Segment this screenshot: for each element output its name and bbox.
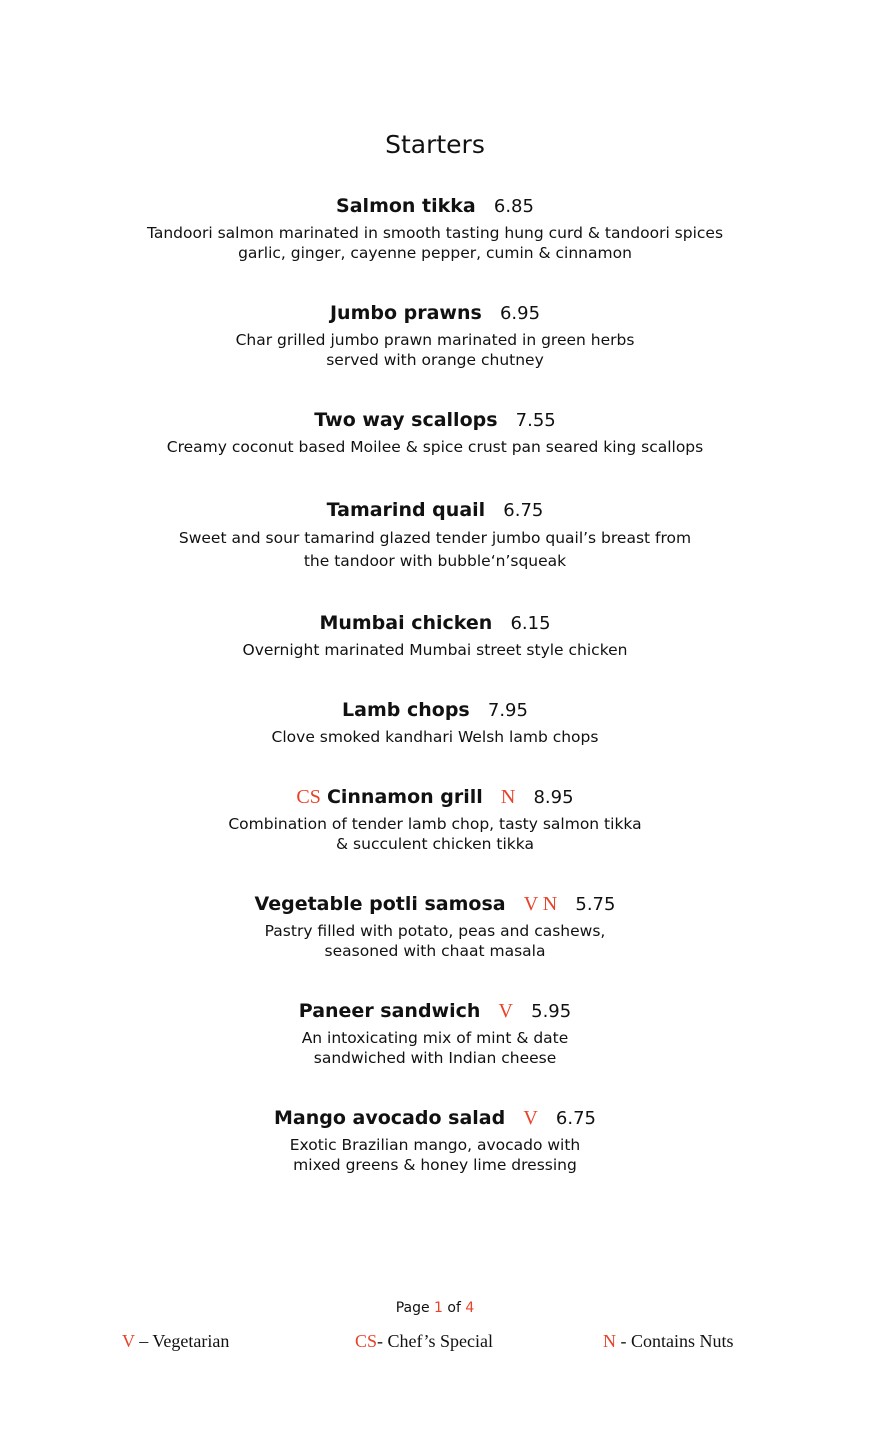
item-price: 7.95 (487, 700, 528, 721)
item-description-line: Overnight marinated Mumbai street style chicken (242, 641, 628, 659)
item-name: Jumbo prawns (329, 302, 482, 324)
legend-label: - Chef’s Special (377, 1331, 493, 1351)
menu-item-two-way-scallops (0, 408, 870, 457)
legend-code: CS (355, 1331, 378, 1351)
item-description-line: garlic, ginger, cayenne pepper, cumin & cinnamon (238, 244, 632, 262)
item-description-line: Exotic Brazilian mango, avocado with (289, 1136, 581, 1154)
item-description-line: & succulent chicken tikka (336, 835, 534, 853)
page-of: of (447, 1300, 461, 1316)
legend-label: – Vegetarian (139, 1331, 230, 1351)
item-name: Lamb chops (342, 699, 470, 721)
menu-item-lamb-chops (0, 698, 870, 747)
item-description-line: Tandoori salmon marinated in smooth tasting hung curd & tandoori spices (146, 224, 724, 242)
item-description-line: Clove smoked kandhari Welsh lamb chops (271, 728, 599, 746)
item-name: Vegetable potli samosa (254, 893, 506, 915)
item-price: 6.75 (503, 500, 544, 521)
item-name: Mumbai chicken (319, 612, 493, 634)
item-description-line: Char grilled jumbo prawn marinated in green herbs (235, 331, 635, 349)
item-name: Salmon tikka (336, 195, 476, 217)
item-description-line: Sweet and sour tamarind glazed tender jumbo quail’s breast from (178, 529, 692, 547)
item-description-line: sandwiched with Indian cheese (313, 1049, 557, 1067)
page-word: Page (395, 1300, 430, 1316)
menu-item-paneer-sandwich (0, 999, 870, 1068)
item-diet-tags: N (500, 786, 516, 808)
item-price: 6.15 (510, 613, 551, 634)
item-diet-tags: V (498, 1000, 513, 1022)
menu-item-mango-avocado-salad (0, 1106, 870, 1175)
menu-item-salmon-tikka (0, 194, 870, 263)
item-diet-tags: V N (523, 893, 558, 915)
item-description-line: An intoxicating mix of mint & date (301, 1029, 569, 1047)
item-name: Mango avocado salad (274, 1107, 506, 1129)
item-description-line: mixed greens & honey lime dressing (293, 1156, 577, 1174)
item-diet-tags: V (523, 1107, 538, 1129)
item-price: 5.95 (531, 1001, 572, 1022)
item-price: 6.75 (555, 1108, 596, 1129)
item-description-line: the tandoor with bubble‘n’squeak (303, 552, 567, 570)
item-name: Paneer sandwich (298, 1000, 481, 1022)
item-name: Two way scallops (314, 409, 498, 431)
legend-vegetarian (122, 1331, 229, 1352)
item-name: Cinnamon grill (326, 786, 483, 808)
item-description-line: Pastry filled with potato, peas and cashews, (264, 922, 606, 940)
legend-chefs-special (355, 1331, 493, 1352)
item-price: 6.95 (499, 303, 541, 324)
legend-code: N (603, 1331, 616, 1351)
item-description-line: seasoned with chaat masala (324, 942, 546, 960)
menu-item-cinnamon-grill (0, 785, 870, 854)
item-price: 5.75 (575, 894, 616, 915)
chefs-special-tag: CS (296, 786, 321, 808)
page-current: 1 (434, 1300, 443, 1316)
menu-item-mumbai-chicken (0, 611, 870, 660)
page-title: Starters (385, 130, 485, 159)
menu-item-tamarind-quail (0, 498, 870, 573)
menu-item-jumbo-prawns (0, 301, 870, 370)
legend-code: V (122, 1331, 135, 1351)
menu-item-vegetable-potli-samosa (0, 892, 870, 961)
legend-label: - Contains Nuts (620, 1331, 734, 1351)
item-name: Tamarind quail (326, 499, 486, 521)
item-price: 6.85 (493, 196, 534, 217)
item-description-line: Combination of tender lamb chop, tasty salmon tikka (228, 815, 642, 833)
item-price: 7.55 (515, 410, 556, 431)
item-description-line: served with orange chutney (326, 351, 544, 369)
page-total: 4 (465, 1300, 475, 1316)
item-price: 8.95 (533, 787, 574, 808)
page-number (0, 1300, 870, 1316)
item-description-line: Creamy coconut based Moilee & spice crust pan seared king scallops (166, 438, 704, 456)
legend-contains-nuts (603, 1331, 734, 1352)
